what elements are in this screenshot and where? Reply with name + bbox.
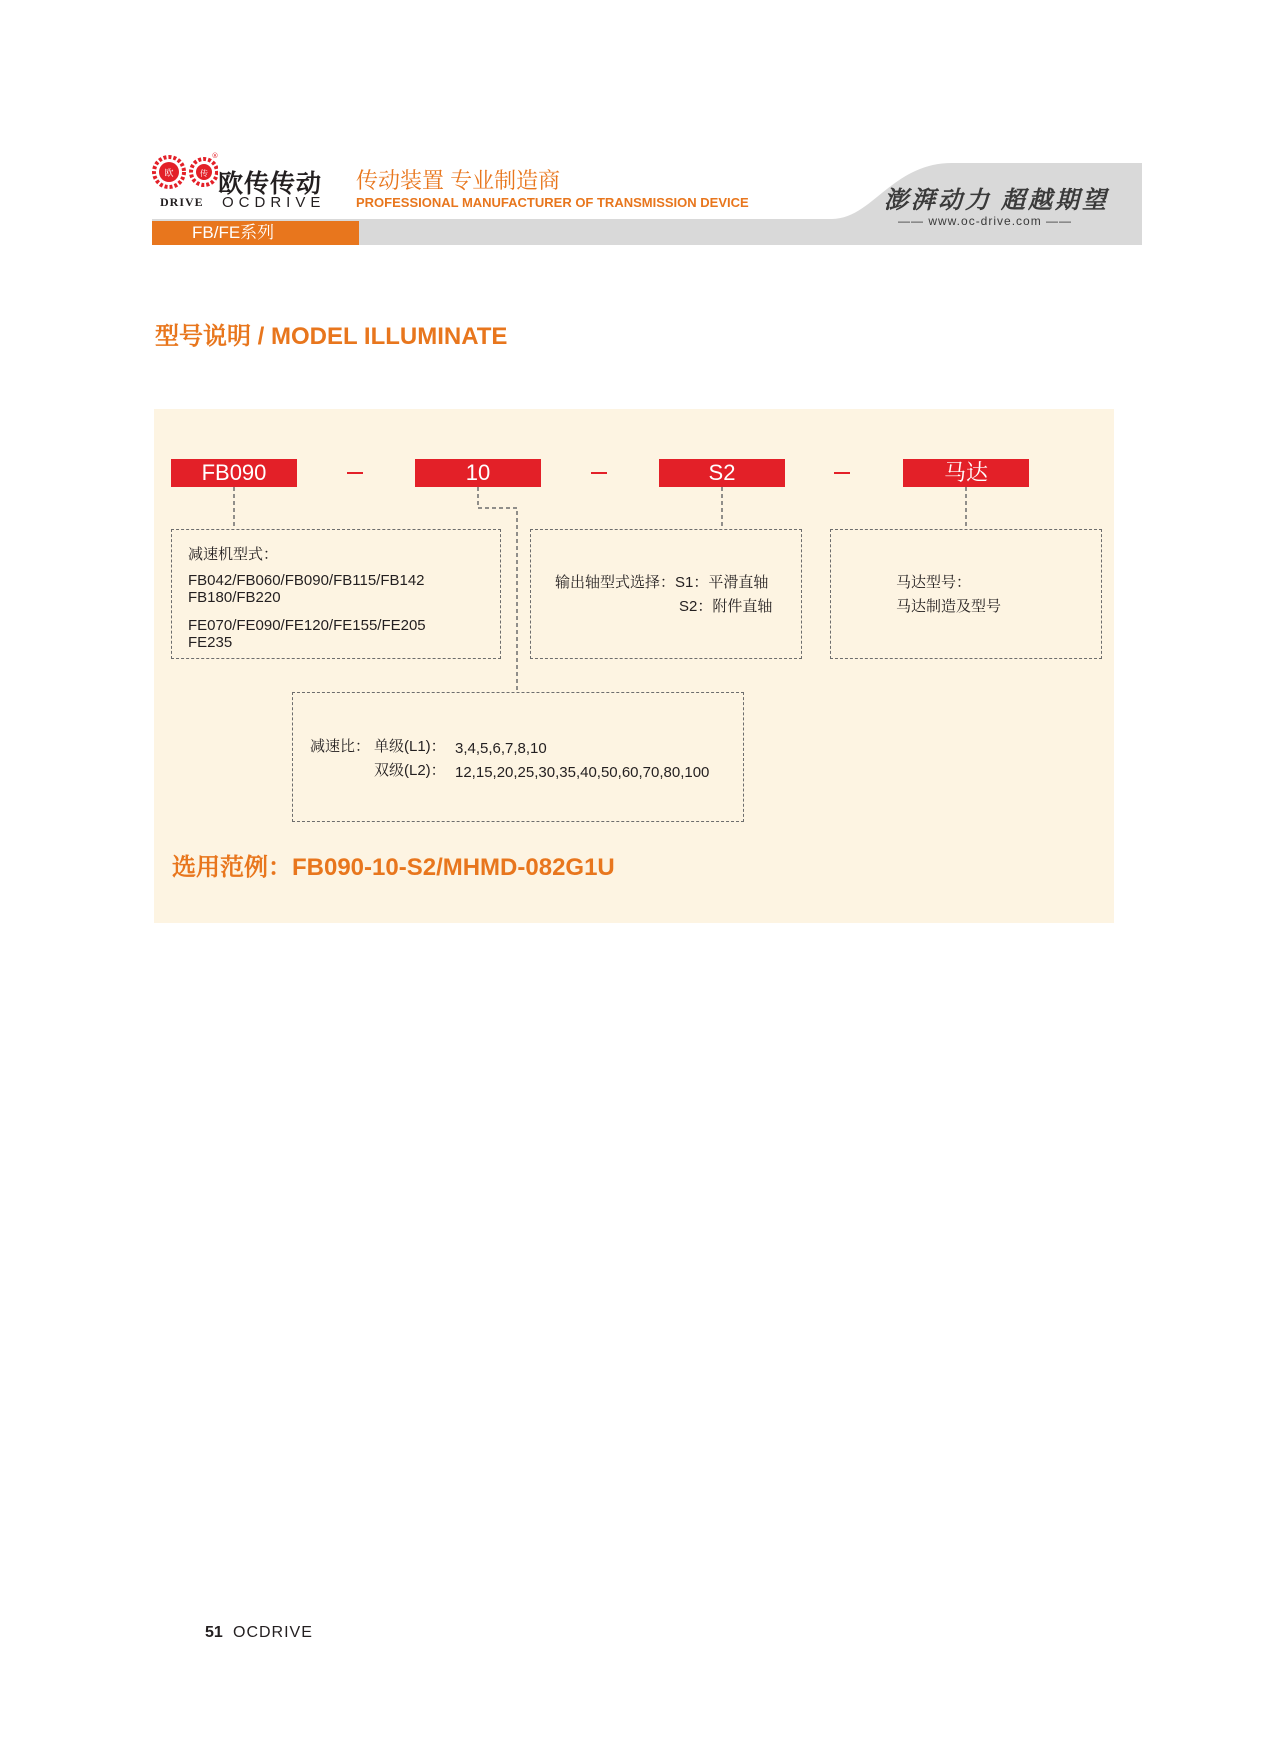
motor-type-box: [830, 529, 1102, 659]
code-box-motor: 马达: [903, 459, 1029, 487]
tagline-cn: 传动装置 专业制造商: [356, 168, 561, 193]
reducer-type-label: 减速机型式：: [188, 546, 279, 563]
website-url: www.oc-drive.com: [928, 214, 1042, 228]
code-box-model: FB090: [171, 459, 297, 487]
brand-drive-text: DRIVE: [160, 195, 204, 209]
svg-text:®: ®: [211, 152, 218, 160]
shaft-type-box: [530, 529, 802, 659]
ratio-label: 减速比：: [310, 738, 371, 755]
svg-text:传: 传: [200, 169, 208, 178]
ratio-single-label: 单级(L1)：: [374, 738, 446, 755]
ratio-double-values: 12,15,20,25,30,35,40,50,60,70,80,100: [455, 764, 710, 781]
ratio-double-label: 双级(L2)：: [374, 762, 446, 779]
reducer-fb-line2: FB180/FB220: [188, 589, 281, 606]
reducer-fb-line1: FB042/FB060/FB090/FB115/FB142: [188, 572, 425, 589]
svg-text:欧: 欧: [164, 169, 174, 179]
ratio-single-values: 3,4,5,6,7,8,10: [455, 740, 547, 757]
section-title: 型号说明 / MODEL ILLUMINATE: [155, 323, 508, 350]
website-rule-right: ——: [1046, 214, 1073, 228]
brand-name-cn: 欧传传动: [218, 170, 323, 198]
website-rule-left: ——: [898, 214, 924, 228]
slogan: 澎湃动力 超越期望: [884, 188, 1109, 214]
reducer-fe-line1: FE070/FE090/FE120/FE155/FE205: [188, 617, 426, 634]
reducer-fe-line2: FE235: [188, 634, 233, 651]
motor-type-line2: 马达制造及型号: [896, 598, 1002, 615]
series-tab: FB/FE系列: [152, 221, 359, 245]
code-box-ratio: 10: [415, 459, 541, 487]
brand-name-en: OCDRIVE: [222, 194, 326, 211]
shaft-type-line2: S2：附件直轴: [679, 598, 773, 615]
footer-brand: OCDRIVE: [233, 1624, 313, 1641]
tagline-en: PROFESSIONAL MANUFACTURER OF TRANSMISSION DEVICE: [356, 195, 749, 210]
page-number: 51: [205, 1624, 223, 1641]
shaft-type-line1: 输出轴型式选择：S1：平滑直轴: [555, 574, 769, 591]
selection-example: 选用范例：FB090-10-S2/MHMD-082G1U: [172, 854, 615, 881]
motor-type-line1: 马达型号：: [896, 574, 972, 591]
code-box-shaft: S2: [659, 459, 785, 487]
